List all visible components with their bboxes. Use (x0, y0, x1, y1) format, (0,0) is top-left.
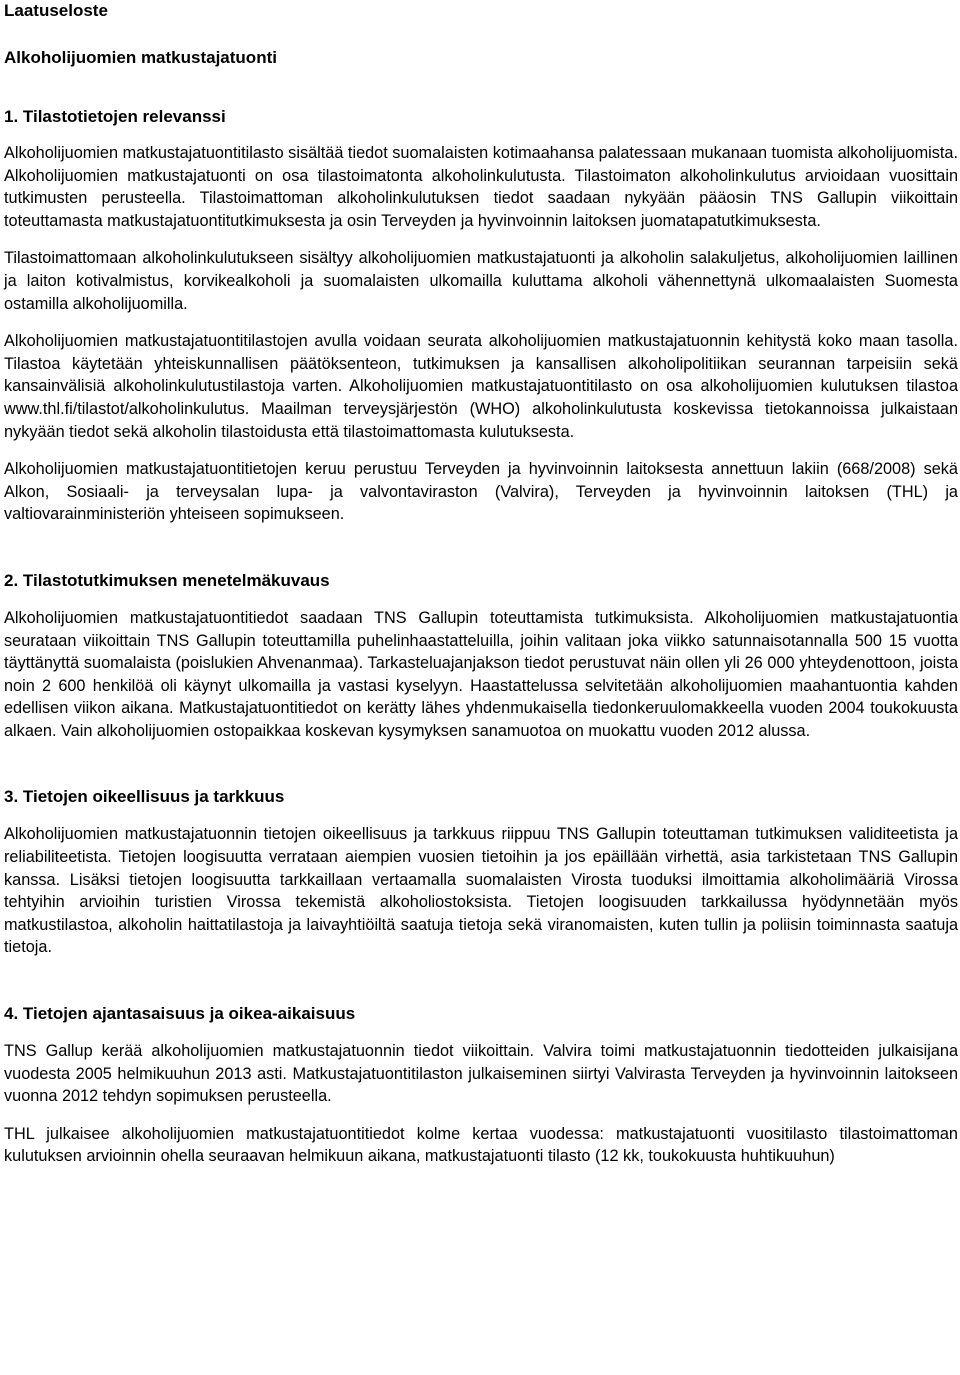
section-heading: 3. Tietojen oikeellisuus ja tarkkuus (4, 787, 285, 807)
paragraph: TNS Gallup kerää alkoholijuomien matkustajatuonnin tiedot viikoittain. Valvira toimi matkustajatuonnin tiedotteiden julkaisijana vuodesta 2005 helmikuuhun 2013 asti. Matkustajatuontitilaston julkaiseminen siirtyi Valvirasta Terveyden ja hyvinvoinnin laitokseen vuonna 2012 tehdyn sopimuksen perusteella. (4, 1042, 958, 1106)
paragraph: Alkoholijuomien matkustajatuontitilasto sisältää tiedot suomalaisten kotimaahansa palatessaan mukanaan tuomista alkoholijuomista. Alkoholijuomien matkustajatuonti on osa tilastoimatonta alkoholinkulutusta. Tilastoimaton alkoholinkulutus arvioidaan vuosittain tutkimusten perusteella. Tilastoimattoman alkoholinkulutuksen tiedot saadaan nykyään pääosin TNS Gallupin viikoittain toteuttamasta matkustajatuontitutkimuksesta ja osin Terveyden ja hyvinvoinnin laitoksen juomatapatutkimuksesta. (4, 144, 958, 230)
section-accuracy (4, 786, 958, 959)
section-timeliness (4, 1003, 958, 1168)
section-methodology (4, 570, 958, 743)
section-heading: 2. Tilastotutkimuksen menetelmäkuvaus (4, 570, 330, 590)
document-title: Laatuseloste (4, 1, 108, 20)
section-heading: 4. Tietojen ajantasaisuus ja oikea-aikaisuus (4, 1004, 356, 1024)
paragraph: THL julkaisee alkoholijuomien matkustajatuontitiedot kolme kertaa vuodessa: matkustajatuonti vuositilasto tilastoimattoman kulutuksen arvioinnin ohella seuraavan helmikuun aikana, matkustajatuonti tilasto (12 kk, toukokuusta huhtikuuhun) (4, 1124, 958, 1166)
document-subtitle: Alkoholijuomien matkustajatuonti (4, 48, 277, 67)
paragraph: Alkoholijuomien matkustajatuontitietojen keruu perustuu Terveyden ja hyvinvoinnin laitoksesta annettuun lakiin (668/2008) sekä Alkon, Sosiaali- ja terveysalan lupa- ja valvontaviraston (Valvira), Terveyden ja hyvinvoinnin laitoksen (THL) ja valtiovarainministeriön yhteiseen sopimukseen. (4, 460, 958, 524)
section-heading: 1. Tilastotietojen relevanssi (4, 107, 226, 126)
document-page (4, 0, 958, 1168)
paragraph: Tilastoimattomaan alkoholinkulutukseen sisältyy alkoholijuomien matkustajatuonti ja alkoholin salakuljetus, alkoholijuomien laillinen ja laiton kotivalmistus, korvikealkoholi ja suomalaisten ulkomailla kuluttama alkoholi vähennettynä ulkomaalaisten Suomesta ostamilla alkoholijuomilla. (4, 249, 958, 313)
paragraph: Alkoholijuomien matkustajatuonnin tietojen oikeellisuus ja tarkkuus riippuu TNS Gallupin toteuttaman tutkimuksen validiteetista ja reliabiliteetista. Tietojen loogisuutta verrataan aiempien vuosien tietoihin ja jos epäillään virhettä, asia tarkistetaan TNS Gallupin kanssa. Lisäksi tietojen loogisuutta tarkkaillaan vertaamalla suomalaisten Virosta tuoduksi ilmoittamia alkoholimääriä Virossa tehtyihin arvioihin turistien Virossa tekemistä alkoholiostoksista. Tietojen loogisuuden tarkkailussa hyödynnetään myös matkustilastoa, alkoholin haittatilastoja ja laivayhtiöiltä saatuja tietoja sekä viranomaisten, kuten tullin ja poliisin toiminnasta saatuja tietoja. (4, 825, 958, 957)
section-relevance (4, 106, 958, 526)
paragraph: Alkoholijuomien matkustajatuontitiedot saadaan TNS Gallupin toteuttamista tutkimuksista. Alkoholijuomien matkustajatuontia seurataan viikoittain TNS Gallupin toteuttamilla puhelinhaastatteluilla, joihin valitaan joka viikko satunnaisotannalla 500 15 vuotta täyttänyttä suomalaista (poislukien Ahvenanmaa). Tarkasteluajanjakson tiedot perustuvat näin ollen yli 26 000 yhteydenottoon, joista noin 2 600 henkilöä oli käynyt ulkomailla ja vastasi kyselyyn. Haastattelussa selvitetään alkoholijuomien maahantuontia kahden edellisen viikon aikana. Matkustajatuontitiedot on kerätty lähes yhdenmukaisella tiedonkeruulomakkeella vuoden 2004 toukokuusta alkaen. Vain alkoholijuomien ostopaikkaa koskevan kysymyksen sanamuotoa on muokattu vuoden 2012 alussa. (4, 608, 958, 740)
paragraph: Alkoholijuomien matkustajatuontitilastojen avulla voidaan seurata alkoholijuomien matkustajatuonnin kehitystä koko maan tasolla. Tilastoa käytetään yhteiskunnallisen päätöksenteon, tutkimuksen ja kansallisen alkoholipolitiikan seurannan tarpeisiin sekä kansainvälisiä alkoholinkulutustilastoja varten. Alkoholijuomien matkustajatuontitilasto on osa alkoholijuomien kulutuksen tilastoa www.thl.fi/tilastot/alkoholinkulutus. Maailman terveysjärjestön (WHO) alkoholinkulutusta koskevissa tietokannoissa julkaistaan nykyään tiedot sekä alkoholin tilastoidusta että tilastoimattomasta kulutuksesta. (4, 332, 958, 441)
